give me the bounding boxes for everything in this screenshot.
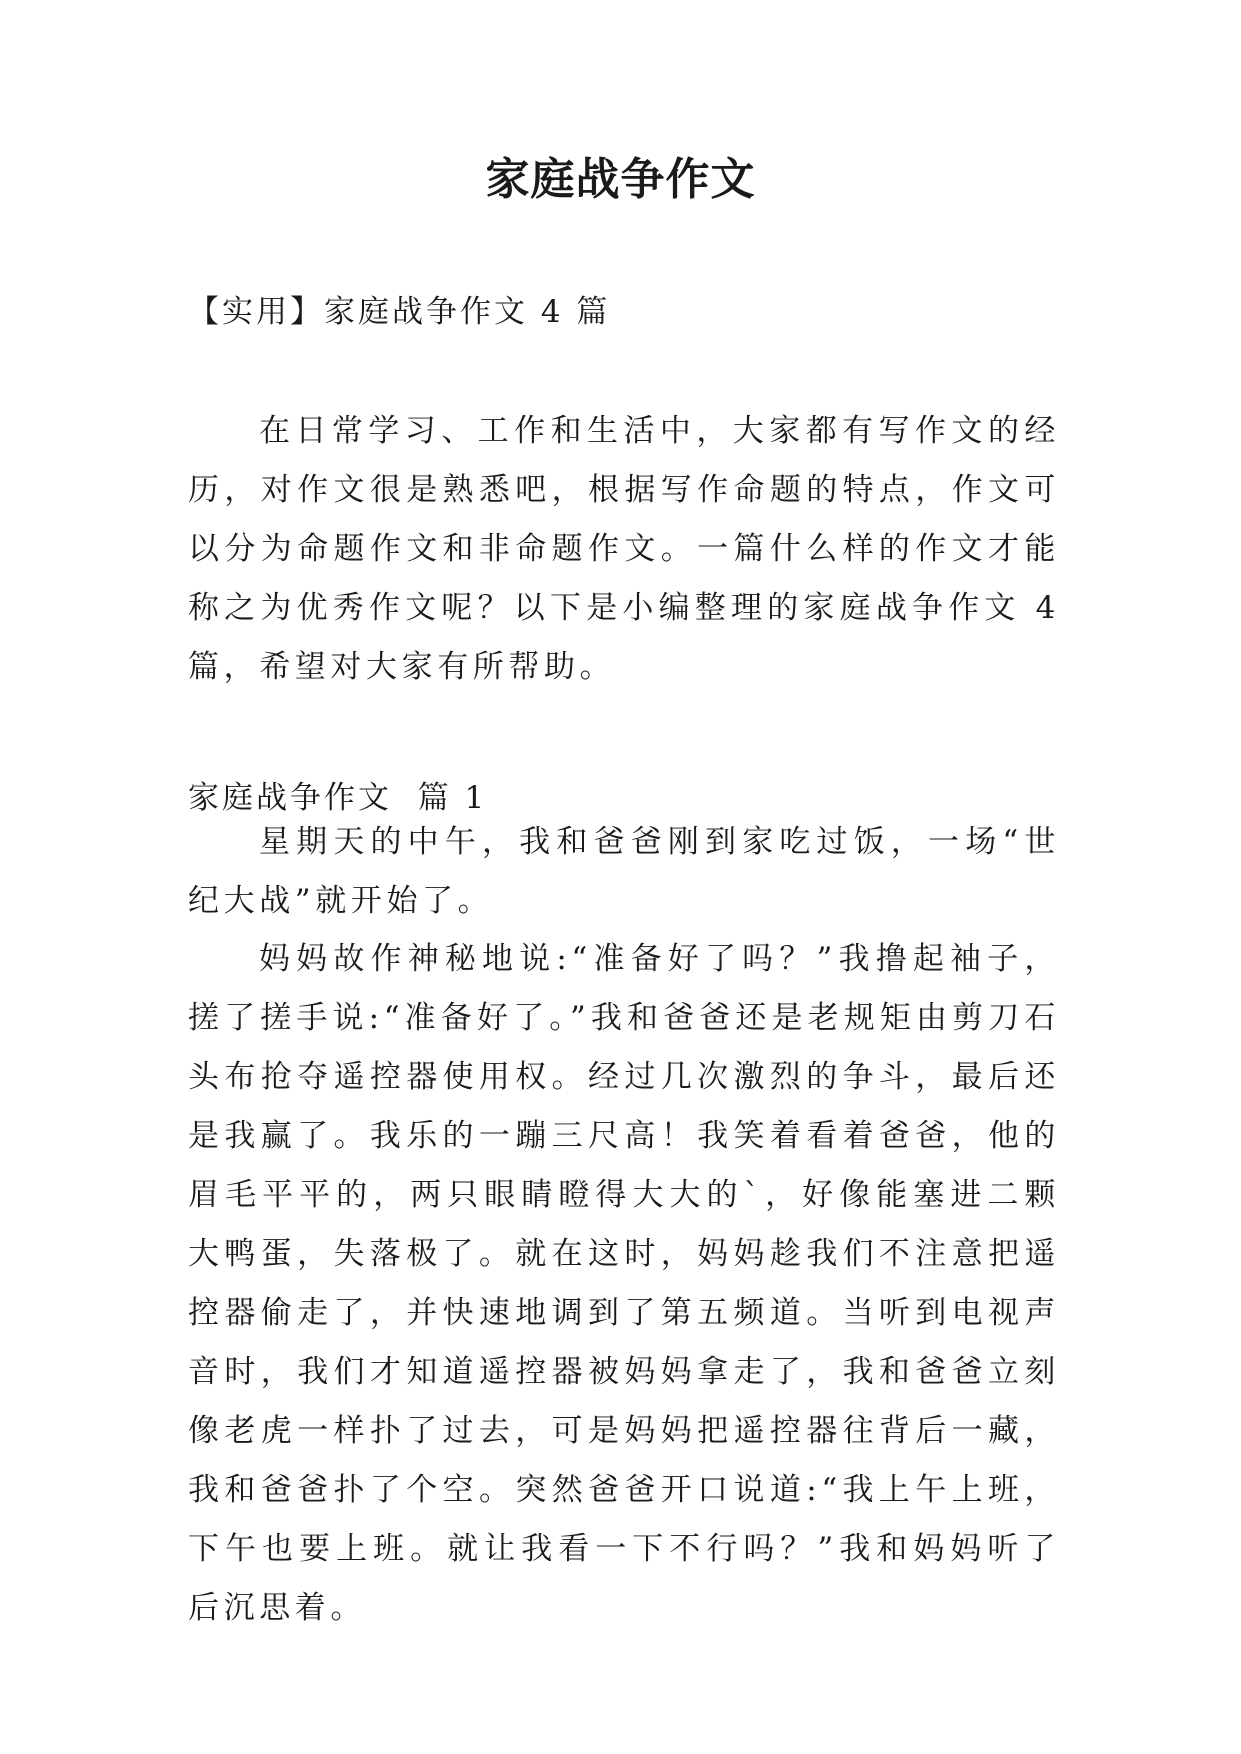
body-paragraph: 妈妈故作神秘地说:“准备好了吗？”我撸起袖子，搓了搓手说:“准备好了。”我和爸爸还是老规矩由剪刀石头布抢夺遥控器使用权。经过几次激烈的争斗，最后还是我赢了。我乐的一蹦三尺高！我笑着看着爸爸，他的眉毛平平的，两只眼睛瞪得大大的`，好像能塞进二颗大鸭蛋，失落极了。就在这时，妈妈趁我们不注意把遥控器偷走了，并快速地调到了第五频道。当听到电视声音时，我们才知道遥控器被妈妈拿走了，我和爸爸立刻像老虎一样扑了过去，可是妈妈把遥控器往背后一藏，我和爸爸扑了个空。突然爸爸开口说道:“我上午上班，下午也要上班。就让我看一下不行吗？”我和妈妈听了后沉思着。 <box>188 941 1060 1626</box>
document-subtitle: 【实用】家庭战争作文 4 篇 <box>188 294 611 330</box>
section-heading: 家庭战争作文 篇 1 <box>188 780 488 816</box>
body-paragraph: 星期天的中午，我和爸爸刚到家吃过饭，一场“世纪大战”就开始了。 <box>188 824 1060 919</box>
document-title: 家庭战争作文 <box>485 154 756 205</box>
intro-paragraph: 在日常学习、工作和生活中，大家都有写作文的经历，对作文很是熟悉吧，根据写作命题的特点，作文可以分为命题作文和非命题作文。一篇什么样的作文才能称之为优秀作文呢？以下是小编整理的家庭战争作文 4 篇，希望对大家有所帮助。 <box>188 413 1060 685</box>
